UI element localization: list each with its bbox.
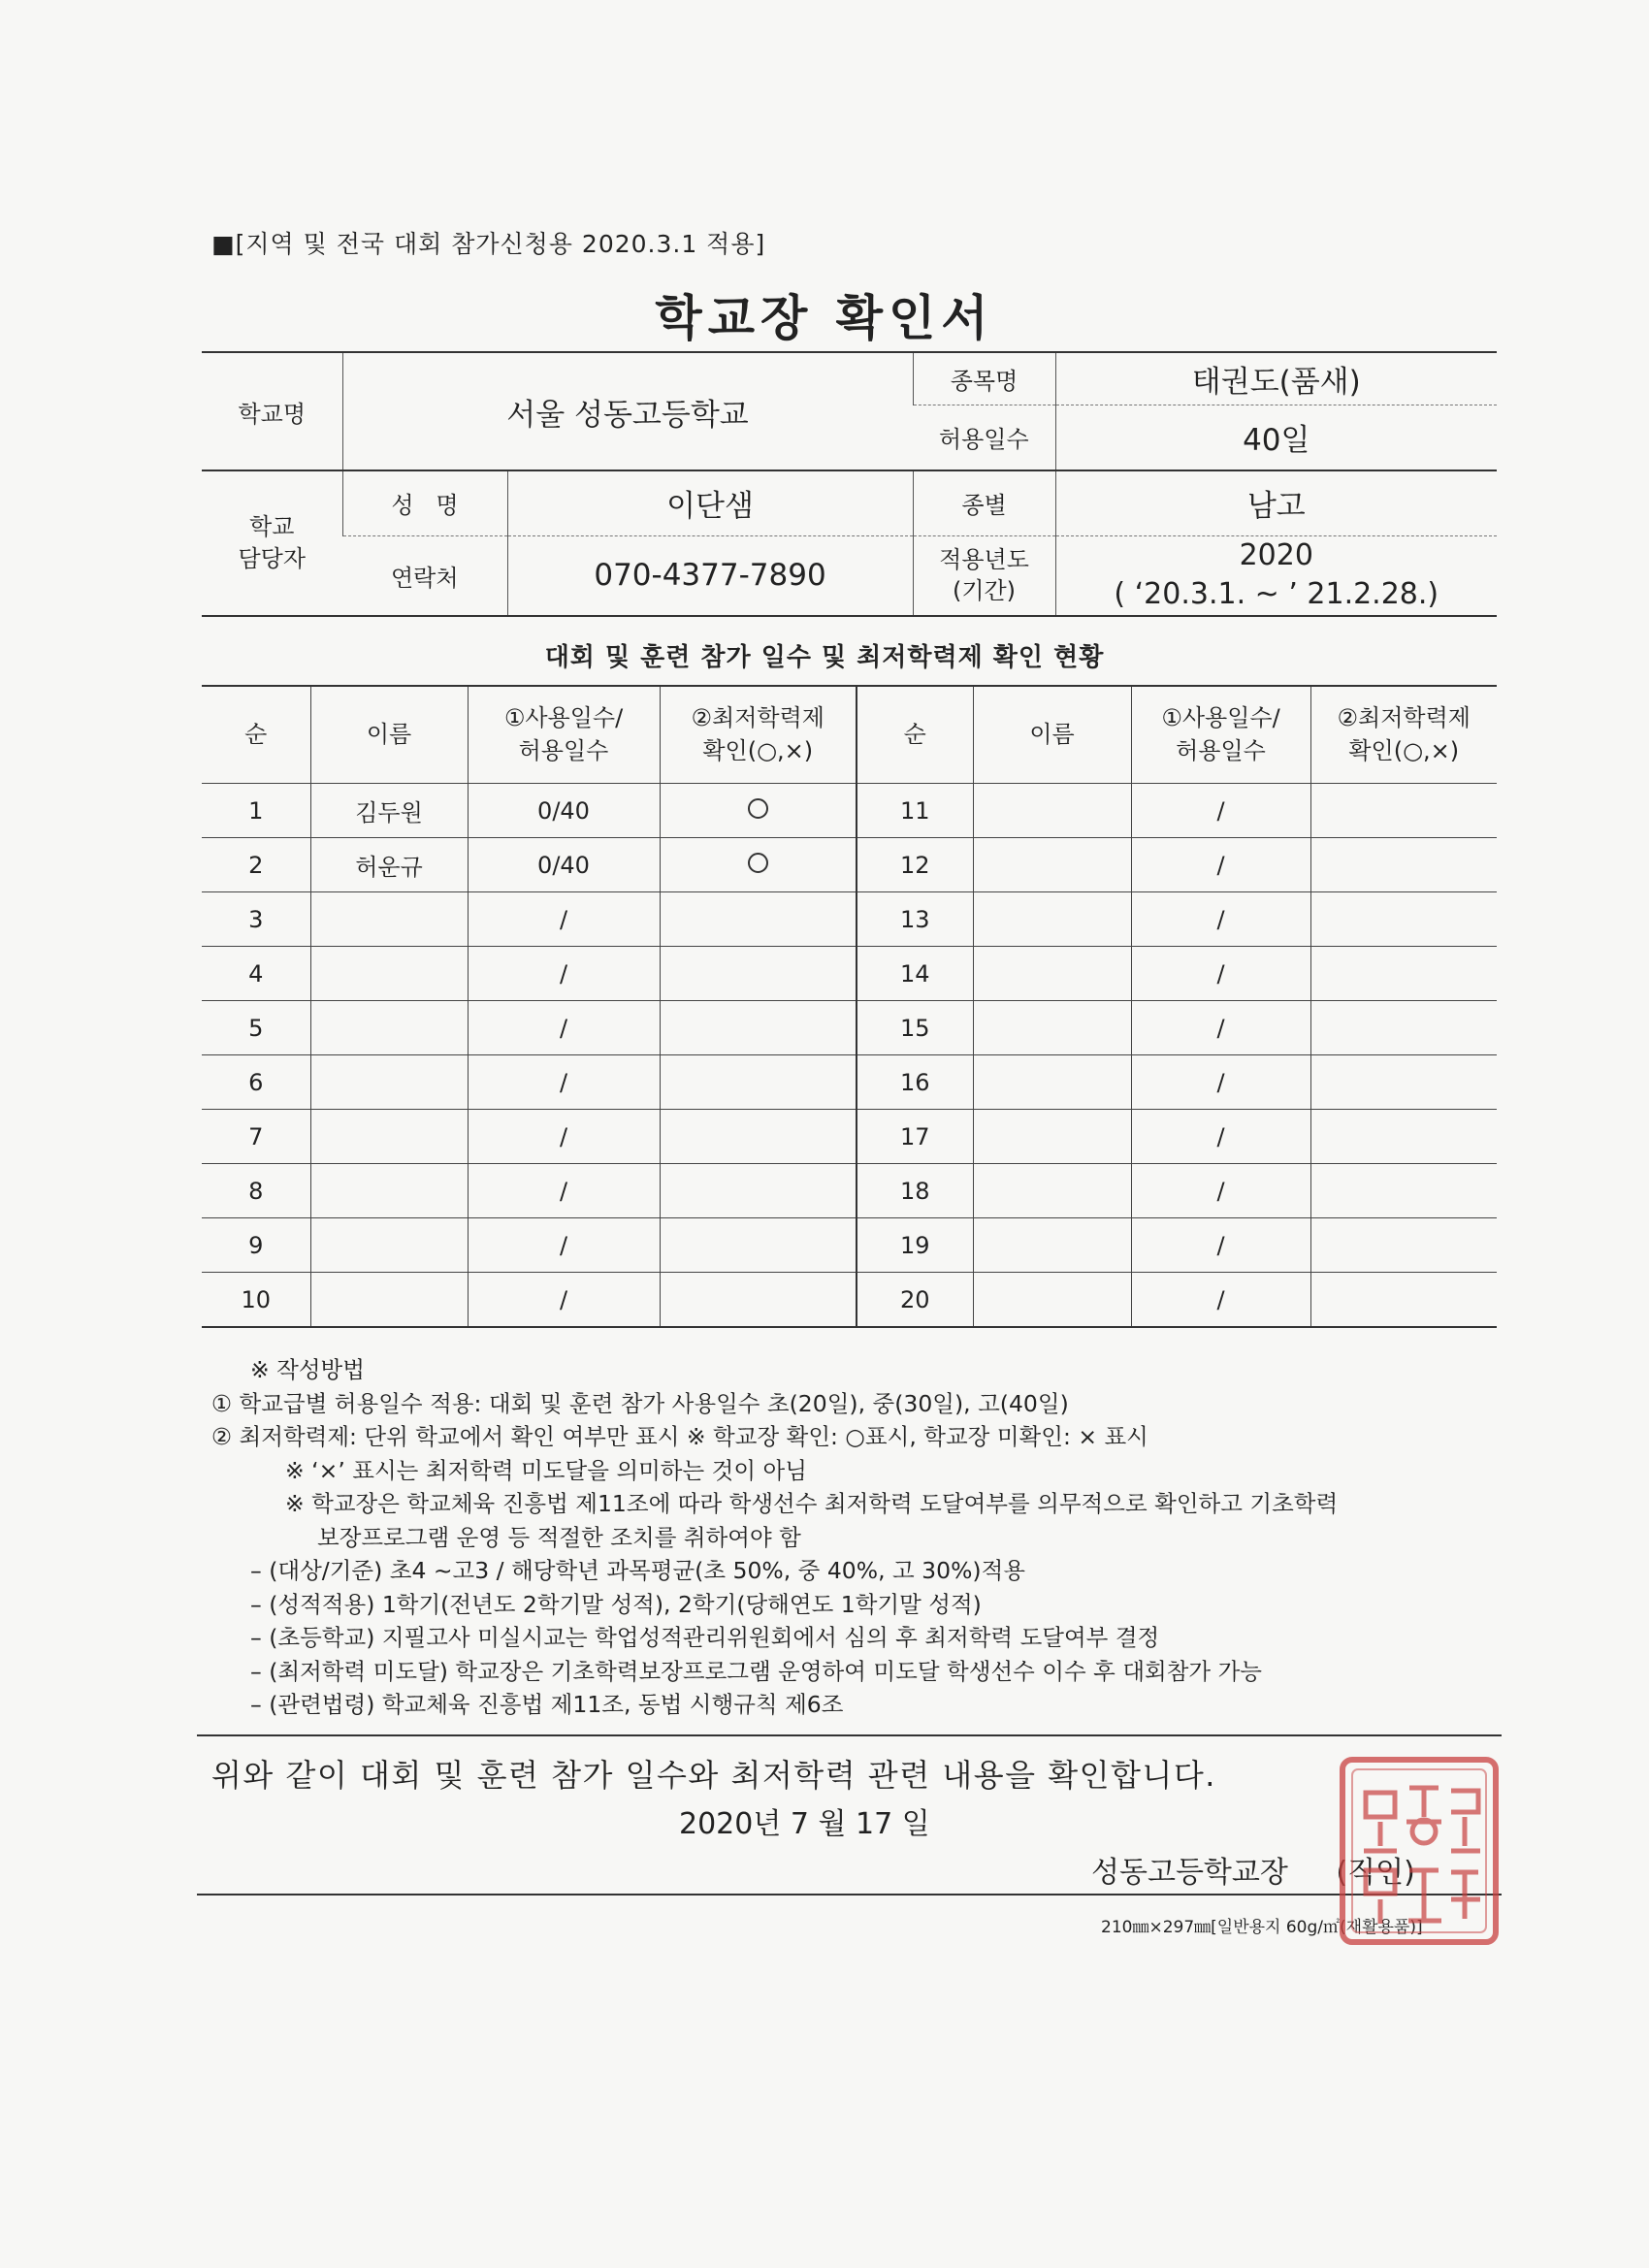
header-days: ①사용일수/ 허용일수 xyxy=(468,686,660,784)
used-days: / xyxy=(468,1055,660,1110)
athlete-name xyxy=(310,1055,468,1110)
name-value: 이단샘 xyxy=(507,470,913,535)
instruction-line: ※ 작성방법 xyxy=(250,1356,365,1383)
row-number: 11 xyxy=(857,784,973,838)
used-days: / xyxy=(1131,1001,1310,1055)
used-days: 0/40 xyxy=(468,784,660,838)
header-days: ①사용일수/ 허용일수 xyxy=(1131,686,1310,784)
category-value: 남고 xyxy=(1055,470,1497,535)
divider-bottom xyxy=(197,1894,1502,1895)
table-header-row xyxy=(202,686,1497,784)
row-number: 9 xyxy=(202,1218,310,1273)
header-name: 이름 xyxy=(973,686,1131,784)
event-value: 태권도(품새) xyxy=(1055,352,1497,405)
academic-check xyxy=(660,1164,857,1218)
confirmation-text: 위와 같이 대회 및 훈련 참가 일수와 최저학력 관련 내용을 확인합니다. xyxy=(211,1757,1216,1794)
used-days: 0/40 xyxy=(468,838,660,892)
period-value: ( ‘20.3.1. ~ ’ 21.2.28.) xyxy=(1114,577,1439,611)
table-row xyxy=(202,1055,1497,1110)
instructions xyxy=(211,1353,1338,1722)
section-subtitle: 대회 및 훈련 참가 일수 및 최저학력제 확인 현황 xyxy=(544,643,1105,672)
row-number: 1 xyxy=(202,784,310,838)
academic-check xyxy=(1310,892,1497,947)
used-days: / xyxy=(1131,1110,1310,1164)
row-number: 12 xyxy=(857,838,973,892)
row-number: 20 xyxy=(857,1273,973,1328)
used-days: / xyxy=(1131,947,1310,1001)
used-days: / xyxy=(468,1273,660,1328)
row-number: 18 xyxy=(857,1164,973,1218)
row-number: 19 xyxy=(857,1218,973,1273)
circle-mark-icon xyxy=(748,798,768,819)
year-value: 2020 xyxy=(1239,537,1313,572)
header-check: ②최저학력제 확인(○,×) xyxy=(660,686,857,784)
instruction-line: 보장프로그램 운영 등 적절한 조치를 취하여야 함 xyxy=(317,1523,801,1551)
table-row xyxy=(202,892,1497,947)
used-days: / xyxy=(1131,1218,1310,1273)
academic-check xyxy=(660,1055,857,1110)
athlete-name xyxy=(973,838,1131,892)
used-days: / xyxy=(1131,892,1310,947)
instruction-line: ※ 학교장은 학교체육 진흥법 제11조에 따라 학생선수 최저학력 도달여부를 의무적으로 확인하고 기초학력 xyxy=(285,1490,1339,1517)
used-days: / xyxy=(1131,1273,1310,1328)
confirmation-date: 2020년 7 월 17 일 xyxy=(679,1807,930,1841)
year-label: 적용년도 (기간) xyxy=(913,535,1055,616)
academic-check xyxy=(1310,1164,1497,1218)
row-number: 6 xyxy=(202,1055,310,1110)
academic-check xyxy=(1310,947,1497,1001)
athlete-name xyxy=(973,1273,1131,1328)
athlete-name xyxy=(973,1218,1131,1273)
phone-label: 연락처 xyxy=(342,535,507,616)
table-row xyxy=(202,947,1497,1001)
event-label: 종목명 xyxy=(913,352,1055,405)
row-number: 4 xyxy=(202,947,310,1001)
academic-check xyxy=(1310,838,1497,892)
academic-check xyxy=(1310,1055,1497,1110)
used-days: / xyxy=(468,892,660,947)
athlete-name xyxy=(973,784,1131,838)
document-title: 학교장 확인서 xyxy=(655,290,994,346)
seal-note: (직인) xyxy=(1336,1856,1415,1890)
academic-check xyxy=(660,947,857,1001)
athlete-name xyxy=(973,1001,1131,1055)
used-days: / xyxy=(1131,838,1310,892)
divider-top xyxy=(197,1734,1502,1736)
row-number: 13 xyxy=(857,892,973,947)
academic-check xyxy=(660,1110,857,1164)
used-days: / xyxy=(468,1218,660,1273)
academic-check xyxy=(660,784,857,838)
allowed-days-label: 허용일수 xyxy=(913,405,1055,470)
academic-check xyxy=(1310,1218,1497,1273)
row-number: 8 xyxy=(202,1164,310,1218)
row-number: 3 xyxy=(202,892,310,947)
academic-check xyxy=(660,1218,857,1273)
paper-spec: 210㎜×297㎜[일반용지 60g/㎡(재활용품)] xyxy=(1101,1918,1423,1937)
academic-check xyxy=(1310,1273,1497,1328)
academic-check xyxy=(1310,1001,1497,1055)
official-seal-stamp xyxy=(1337,1754,1502,1948)
table-row xyxy=(202,784,1497,838)
name-label: 성 명 xyxy=(342,470,507,535)
row-number: 15 xyxy=(857,1001,973,1055)
allowed-days-value: 40일 xyxy=(1055,405,1497,470)
table-row xyxy=(202,1110,1497,1164)
used-days: / xyxy=(1131,784,1310,838)
header-no: 순 xyxy=(202,686,310,784)
table-row xyxy=(202,1273,1497,1328)
used-days: / xyxy=(468,1164,660,1218)
academic-check xyxy=(1310,1110,1497,1164)
signer-name: 성동고등학교장 xyxy=(1091,1856,1288,1890)
phone-value: 070-4377-7890 xyxy=(507,535,913,616)
header-name: 이름 xyxy=(310,686,468,784)
instruction-line: – (관련법령) 학교체육 진흥법 제11조, 동법 시행규칙 제6조 xyxy=(250,1691,844,1718)
used-days: / xyxy=(1131,1055,1310,1110)
used-days: / xyxy=(1131,1164,1310,1218)
instruction-line: – (성적적용) 1학기(전년도 2학기말 성적), 2학기(당해연도 1학기말 성적) xyxy=(250,1590,982,1618)
athlete-name: 허운규 xyxy=(310,838,468,892)
table-row xyxy=(202,1164,1497,1218)
athlete-name xyxy=(973,1055,1131,1110)
row-number: 14 xyxy=(857,947,973,1001)
header-check: ②최저학력제 확인(○,×) xyxy=(1310,686,1497,784)
form-header-note: ■[지역 및 전국 대회 참가신청용 2020.3.1 적용] xyxy=(211,230,766,258)
instruction-line: ※ ‘×’ 표시는 최저학력 미도달을 의미하는 것이 아님 xyxy=(285,1456,807,1484)
academic-check xyxy=(1310,784,1497,838)
used-days: / xyxy=(468,1110,660,1164)
academic-check xyxy=(660,1001,857,1055)
instruction-line: – (초등학교) 지필고사 미실시교는 학업성적관리위원회에서 심의 후 최저학력 도달여부 결정 xyxy=(250,1624,1160,1651)
row-number: 10 xyxy=(202,1273,310,1328)
athlete-name xyxy=(310,1001,468,1055)
instruction-line: ② 최저학력제: 단위 학교에서 확인 여부만 표시 ※ 학교장 확인: ○표시, 학교장 미확인: × 표시 xyxy=(211,1423,1148,1450)
school-info-table xyxy=(202,351,1497,617)
athlete-name xyxy=(310,1218,468,1273)
athlete-name xyxy=(310,1164,468,1218)
athlete-name xyxy=(973,892,1131,947)
athlete-name xyxy=(973,1164,1131,1218)
school-name-label: 학교명 xyxy=(202,352,342,470)
header-no: 순 xyxy=(857,686,973,784)
used-days: / xyxy=(468,947,660,1001)
academic-check xyxy=(660,1273,857,1328)
school-name-value: 서울 성동고등학교 xyxy=(342,352,913,470)
athlete-name xyxy=(973,1110,1131,1164)
instruction-line: ① 학교급별 허용일수 적용: 대회 및 훈련 참가 사용일수 초(20일), 중(30일), 고(40일) xyxy=(211,1389,1069,1417)
row-number: 2 xyxy=(202,838,310,892)
contact-person-label: 학교 담당자 xyxy=(202,470,342,616)
academic-check xyxy=(660,892,857,947)
participation-table xyxy=(202,685,1497,1328)
academic-check xyxy=(660,838,857,892)
table-row xyxy=(202,1001,1497,1055)
instruction-line: – (대상/기준) 초4 ~고3 / 해당학년 과목평균(초 50%, 중 40%, 고 30%)적용 xyxy=(250,1557,1025,1584)
category-label: 종별 xyxy=(913,470,1055,535)
athlete-name: 김두원 xyxy=(310,784,468,838)
year-cell xyxy=(1055,535,1497,616)
circle-mark-icon xyxy=(748,853,768,873)
used-days: / xyxy=(468,1001,660,1055)
row-number: 5 xyxy=(202,1001,310,1055)
athlete-name xyxy=(310,947,468,1001)
row-number: 7 xyxy=(202,1110,310,1164)
table-row xyxy=(202,838,1497,892)
instruction-line: – (최저학력 미도달) 학교장은 기초학력보장프로그램 운영하여 미도달 학생선수 이수 후 대회참가 가능 xyxy=(250,1657,1262,1685)
athlete-name xyxy=(310,1110,468,1164)
table-row xyxy=(202,1218,1497,1273)
athlete-name xyxy=(310,1273,468,1328)
athlete-name xyxy=(973,947,1131,1001)
row-number: 17 xyxy=(857,1110,973,1164)
athlete-name xyxy=(310,892,468,947)
row-number: 16 xyxy=(857,1055,973,1110)
